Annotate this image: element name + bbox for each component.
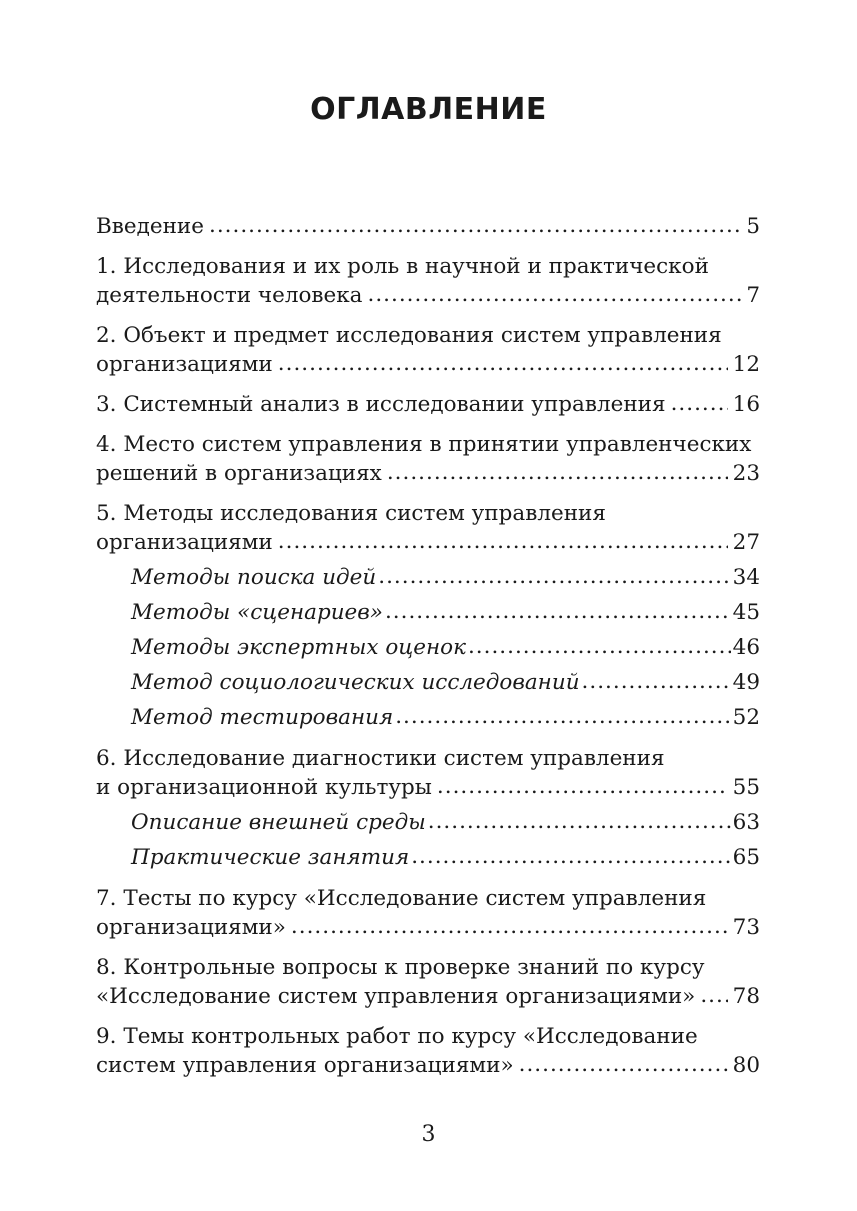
dot-leader — [411, 842, 730, 871]
dot-leader — [278, 349, 728, 378]
toc-page-number: 45 — [732, 600, 760, 625]
toc-page-number: 55 — [732, 775, 760, 800]
dot-leader — [437, 772, 728, 801]
toc-entry-2[interactable] — [96, 321, 760, 379]
toc-entry-text: Методы поиска идей — [131, 565, 377, 590]
dot-leader — [368, 280, 742, 309]
toc-entry-title: 8. Контрольные вопросы к проверке знаний по курсу — [96, 955, 705, 980]
dot-leader — [395, 702, 730, 731]
toc-entry-title: 5. Методы исследования систем управления — [96, 501, 606, 526]
dot-leader — [468, 632, 731, 661]
page-number: 3 — [421, 1122, 436, 1147]
toc-entry-8[interactable] — [96, 953, 760, 1011]
dot-leader — [291, 912, 728, 941]
toc-entry-text: Метод социологических исследований — [131, 670, 580, 695]
toc-subentry-testing[interactable] — [131, 703, 760, 732]
toc-entry-title: 9. Темы контрольных работ по курсу «Исследование — [96, 1024, 698, 1049]
toc-page-number: 73 — [732, 915, 760, 940]
dot-leader — [387, 458, 728, 487]
toc-entry-1[interactable] — [96, 252, 760, 310]
toc-page-number: 27 — [732, 530, 760, 555]
dot-leader — [278, 527, 728, 556]
toc-entry-text: организациями» — [96, 915, 286, 940]
toc-page-number: 23 — [732, 461, 760, 486]
toc-subentry-practical-classes[interactable] — [131, 843, 760, 872]
toc-subentry-scenarios[interactable] — [131, 598, 760, 627]
toc-entry-title: 6. Исследование диагностики систем управления — [96, 746, 665, 771]
toc-entry-title: 1. Исследования и их роль в научной и практической — [96, 254, 709, 279]
dot-leader — [519, 1050, 728, 1079]
toc-page-number: 49 — [732, 670, 760, 695]
table-of-contents — [96, 212, 760, 1091]
toc-page-number: 46 — [732, 635, 760, 660]
toc-entry-text: Введение — [96, 214, 204, 239]
toc-page-number: 16 — [732, 392, 760, 417]
toc-entry-text: Описание внешней среды — [131, 810, 426, 835]
toc-entry-9[interactable] — [96, 1022, 760, 1080]
toc-entry-text: 3. Системный анализ в исследовании управления — [96, 392, 666, 417]
toc-page-number: 63 — [732, 810, 760, 835]
toc-entry-text: Методы экспертных оценок — [131, 635, 466, 660]
toc-entry-text: организациями — [96, 352, 273, 377]
dot-leader — [428, 807, 731, 836]
toc-entry-text: «Исследование систем управления организациями» — [96, 984, 696, 1009]
dot-leader — [700, 981, 727, 1010]
toc-page-number: 12 — [732, 352, 760, 377]
toc-page-number: 80 — [732, 1053, 760, 1078]
toc-page-number: 7 — [746, 283, 760, 308]
toc-entry-text: и организационной культуры — [96, 775, 432, 800]
toc-subentry-idea-search[interactable] — [131, 563, 760, 592]
toc-page-number: 78 — [732, 984, 760, 1009]
toc-entry-introduction[interactable] — [96, 212, 760, 241]
toc-subentry-sociological-research[interactable] — [131, 668, 760, 697]
toc-entry-5[interactable] — [96, 499, 760, 557]
toc-subentry-external-environment[interactable] — [131, 808, 760, 837]
dot-leader — [378, 562, 730, 591]
toc-entry-text: Практические занятия — [131, 845, 410, 870]
toc-entry-text: Метод тестирования — [131, 705, 394, 730]
toc-page-number: 34 — [732, 565, 760, 590]
dot-leader — [209, 211, 741, 240]
toc-entry-text: систем управления организациями» — [96, 1053, 514, 1078]
toc-entry-title: 4. Место систем управления в принятии управленческих — [96, 432, 752, 457]
toc-page-number: 52 — [732, 705, 760, 730]
page-title: ОГЛАВЛЕНИЕ — [310, 92, 547, 127]
dot-leader — [582, 667, 731, 696]
toc-subentry-expert-evaluations[interactable] — [131, 633, 760, 662]
toc-entry-4[interactable] — [96, 430, 760, 488]
toc-entry-6[interactable] — [96, 744, 760, 802]
toc-page-number: 65 — [732, 845, 760, 870]
dot-leader — [671, 389, 728, 418]
toc-entry-text: Методы «сценариев» — [131, 600, 383, 625]
toc-entry-7[interactable] — [96, 884, 760, 942]
toc-entry-text: решений в организациях — [96, 461, 382, 486]
toc-entry-title: 7. Тесты по курсу «Исследование систем управления — [96, 886, 707, 911]
toc-page-number: 5 — [746, 214, 760, 239]
dot-leader — [385, 597, 731, 626]
toc-entry-text: деятельности человека — [96, 283, 363, 308]
toc-entry-title: 2. Объект и предмет исследования систем управления — [96, 323, 722, 348]
toc-entry-3[interactable] — [96, 390, 760, 419]
toc-entry-text: организациями — [96, 530, 273, 555]
